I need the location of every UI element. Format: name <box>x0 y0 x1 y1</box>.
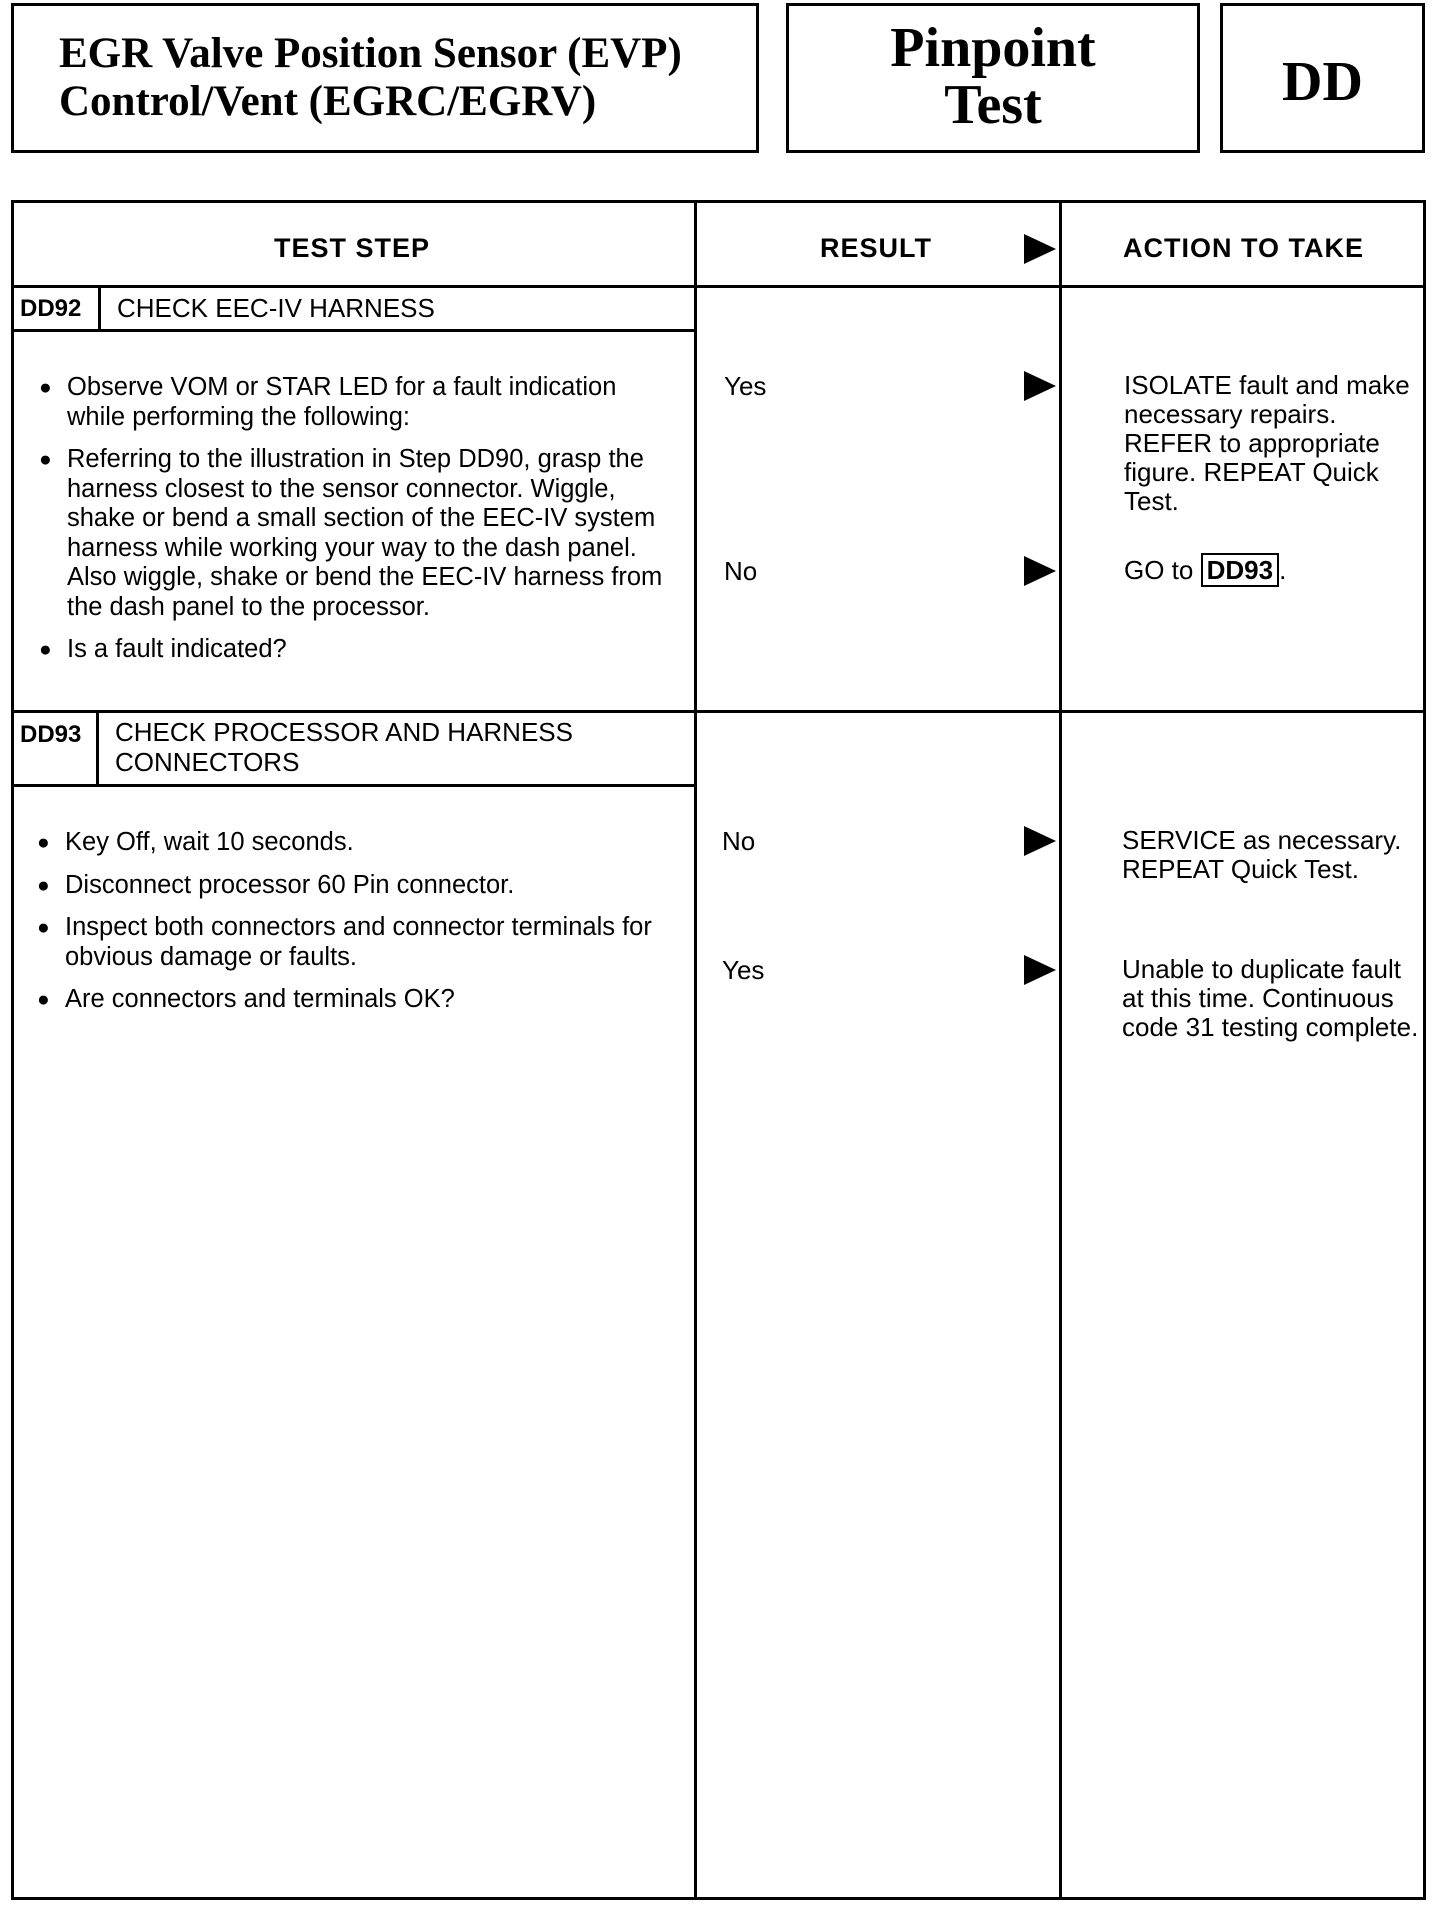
column-divider <box>1059 203 1062 1897</box>
list-item: ● Referring to the illustration in Step DD90, grasp the harness closest to the sensor connector. Wiggle, shake or bend a small section of the EEC-IV system harness while working your way to the dash panel. Also wiggle, shake or bend the EEC-IV harness from the dash panel to the processor. <box>39 445 679 622</box>
step-id: DD93 <box>20 721 82 748</box>
step-instructions <box>37 828 677 1028</box>
action-goto-suffix: . <box>1279 555 1287 585</box>
header-divider <box>14 285 1423 288</box>
result-label: No <box>724 556 758 586</box>
result-label: No <box>722 826 756 856</box>
action-text: SERVICE as necessary. REPEAT Quick Test. <box>1122 825 1402 884</box>
col-header-action: ACTION TO TAKE <box>1123 233 1364 263</box>
test-code: DD <box>1282 51 1363 113</box>
action-goto-prefix: GO to <box>1124 555 1194 585</box>
step-id-divider <box>96 710 99 784</box>
title-line-2: Control/Vent (EGRC/EGRV) <box>59 78 597 125</box>
step-title-line-2: CONNECTORS <box>115 747 300 777</box>
step-title-underline <box>14 329 694 332</box>
arrow-right-icon <box>1024 955 1056 985</box>
col-header-test-step: TEST STEP <box>274 233 431 263</box>
result-label: Yes <box>722 955 765 985</box>
step-id-divider <box>98 285 101 329</box>
row-divider <box>14 710 1423 713</box>
action-text: ISOLATE fault and make necessary repairs. REFER to appropriate figure. REPEAT Quick Test. <box>1124 370 1410 516</box>
page-title <box>59 30 682 126</box>
step-title: CHECK EEC-IV HARNESS <box>117 293 435 323</box>
test-code-box <box>1220 3 1425 153</box>
step-reference: DD93 <box>1201 553 1279 587</box>
pinpoint-line-2: Test <box>944 74 1042 136</box>
col-header-result: RESULT <box>820 233 932 263</box>
pinpoint-line-1: Pinpoint <box>890 17 1096 79</box>
pinpoint-box <box>786 3 1200 153</box>
list-item: ● Key Off, wait 10 seconds. <box>37 828 677 858</box>
list-item: ● Is a fault indicated? <box>39 635 679 665</box>
step-id: DD92 <box>20 295 82 322</box>
column-divider <box>694 203 697 1897</box>
arrow-right-icon <box>1024 371 1056 401</box>
step-title <box>115 717 573 777</box>
pinpoint-label <box>789 17 1197 136</box>
arrow-right-icon <box>1024 826 1056 856</box>
pinpoint-table <box>11 200 1426 1900</box>
title-box <box>11 3 759 153</box>
list-item: ● Disconnect processor 60 Pin connector. <box>37 871 677 901</box>
list-item: ● Observe VOM or STAR LED for a fault indication while performing the following: <box>39 373 679 432</box>
title-line-1: EGR Valve Position Sensor (EVP) <box>59 30 682 77</box>
step-title-line-1: CHECK PROCESSOR AND HARNESS <box>115 717 573 747</box>
arrow-right-icon <box>1024 234 1056 264</box>
action-goto <box>1124 553 1424 587</box>
list-item: ● Are connectors and terminals OK? <box>37 985 677 1015</box>
step-title-underline <box>14 784 694 787</box>
action-text: Unable to duplicate fault at this time. Continuous code 31 testing complete. <box>1122 954 1419 1042</box>
result-label: Yes <box>724 371 767 401</box>
list-item: ● Inspect both connectors and connector terminals for obvious damage or faults. <box>37 913 677 972</box>
arrow-right-icon <box>1024 556 1056 586</box>
step-instructions <box>39 373 679 678</box>
